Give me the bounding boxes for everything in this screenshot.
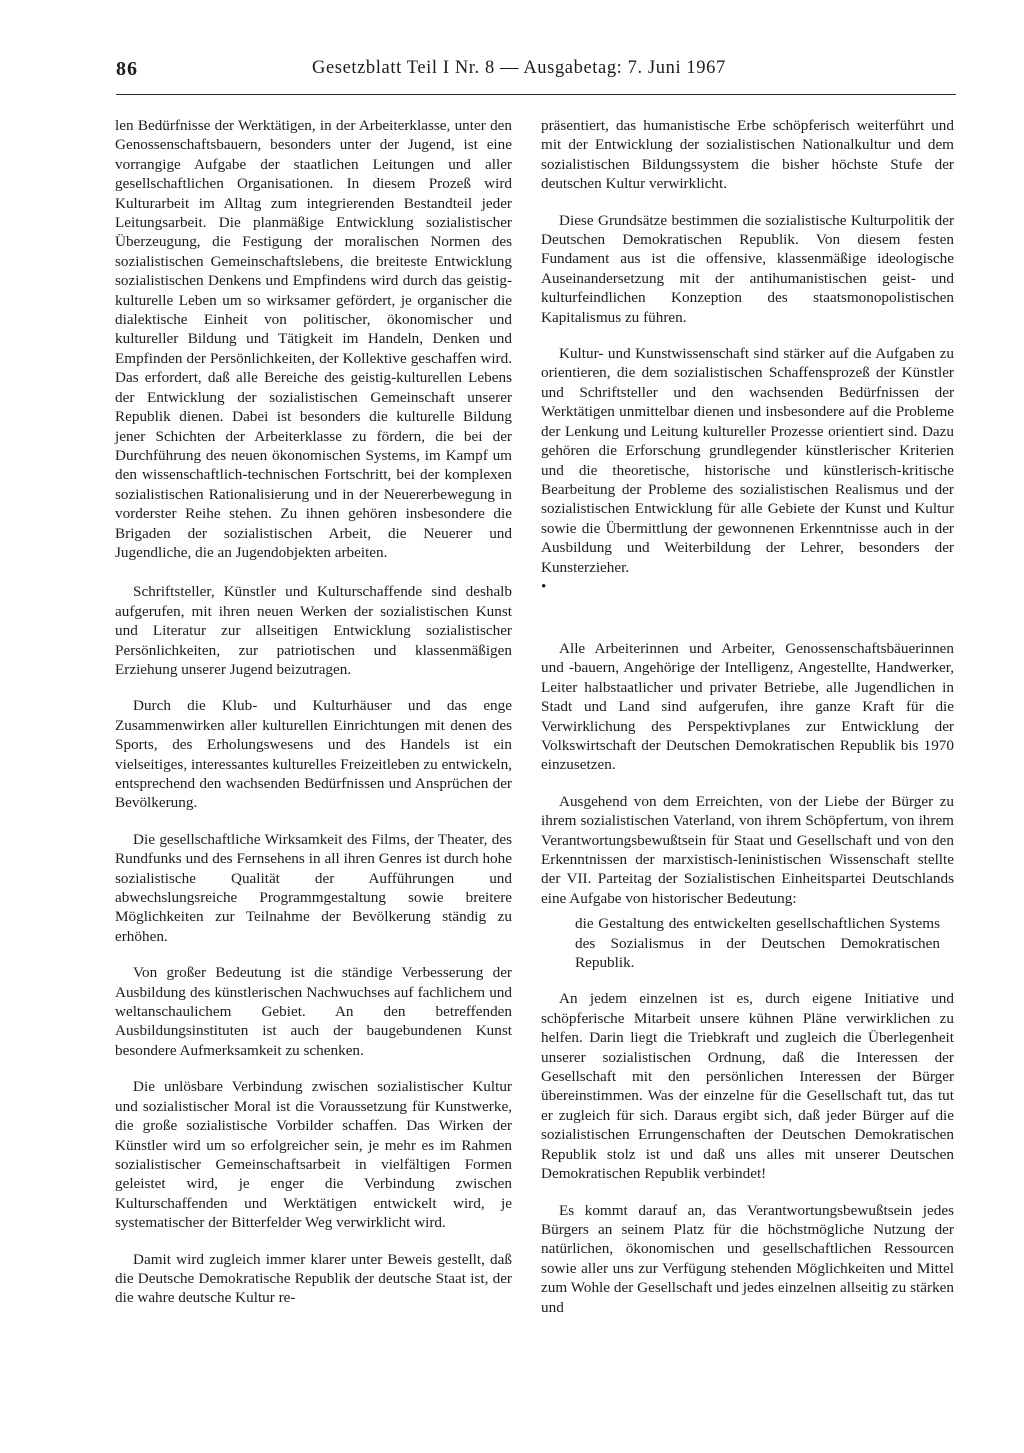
paragraph: Durch die Klub- und Kulturhäuser und das enge Zusammenwirken aller kulturellen Einrichtungen mit denen des Sports, des Erholungswesens und des Handels ist ein vielseitiges, interessantes kulturelles Freizeitleben zu entwickeln, entsprechend den wachsenden Bedürfnissen und Ansprüchen der Bevölkerung. [115, 697, 512, 812]
section-divider: • [541, 577, 547, 595]
publication-title: Gesetzblatt Teil I Nr. 8 — Ausgabetag: 7. Juni 1967 [312, 58, 726, 78]
paragraph: Die unlösbare Verbindung zwischen sozialistischer Kultur und sozialistischer Moral ist die Voraussetzung für Kunstwerke, die große sozialistische Vorbilder schaffen. Das Wirken der Künstler wird um so erfolgreicher sein, je mehr es im Rahmen sozialistischer Gemeinschaftsarbeit in vielfältigen Formen geleistet wird, je enger die Verbindung zwischen Kulturschaffenden und Werktätigen entwickelt wird, je systematischer der Bitterfelder Weg verwirklicht wird. [115, 1078, 512, 1232]
paragraph: Alle Arbeiterinnen und Arbeiter, Genossenschaftsbäuerinnen und -bauern, Angehörige der Intelligenz, Angestellte, Handwerker, Leiter halbstaatlicher und privater Betriebe, alle Jugendlichen in Stadt und Land sind aufgerufen, ihre ganze Kraft für die Verwirklichung des Perspektivplanes zur Entwicklung der Volkswirtschaft der Deutschen Demokratischen Republik bis 1970 einzusetzen. [541, 639, 954, 774]
paragraph: Schriftsteller, Künstler und Kulturschaffende sind deshalb aufgerufen, mit ihren neuen Werken der sozialistischen Kunst und Literatur zur allseitigen Entwicklung sozialistischer Persönlichkeiten, zur patriotischen und klassenmäßigen Erziehung unserer Jugend beizutragen. [115, 583, 512, 678]
paragraph: Damit wird zugleich immer klarer unter Beweis gestellt, daß die Deutsche Demokratische Republik der deutsche Staat ist, der die wahre deutsche Kultur re- [115, 1250, 512, 1307]
left-column [115, 116, 512, 1308]
page-header [116, 58, 956, 88]
right-column [541, 116, 954, 1317]
paragraph: präsentiert, das humanistische Erbe schöpferisch weiterführt und mit der Entwicklung der sozialistischen Nationalkultur und dem sozialistischen Bildungssystem die bisher höchste Stufe der deutschen Kultur verwirklicht. [541, 117, 954, 193]
paragraph: Ausgehend von dem Erreichten, von der Liebe der Bürger zu ihrem sozialistischen Vaterland, von ihrem Schöpfertum, von ihrem Verantwortungsbewußtsein für Staat und Gesellschaft und von den Erkenntnissen der marxistisch-leninistischen Wissenschaft stellte der VII. Parteitag der Sozialistischen Einheitspartei Deutschlands eine Aufgabe von historischer Bedeutung: [541, 792, 954, 907]
paragraph: Es kommt darauf an, das Verantwortungsbewußtsein jedes Bürgers an seinem Platz für die höchstmögliche Nutzung der natürlichen, ökonomischen und gesellschaftlichen Ressourcen sowie aller uns zur Verfügung stehenden Möglichkeiten und Mittel zum Wohle der Gesellschaft und jedes einzelnen allseitig zu stärken und [541, 1201, 954, 1316]
paragraph: Kultur- und Kunstwissenschaft sind stärker auf die Aufgaben zu orientieren, die dem sozialistischen Schaffensprozeß der Künstler und Schriftsteller und den wachsenden Bedürfnissen der Werktätigen unmittelbar dienen und insbesondere auf die Probleme der Lenkung und Leitung kultureller Prozesse orientiert sind. Dazu gehören die Erforschung grundlegender künstlerischer Kriterien und die theoretische, historische und künstlerisch-kritische Bearbeitung der Probleme des sozialistischen Realismus und der sozialistischen Entwicklung für alle Gebiete der Kunst und Kultur sowie die Übermittlung der gewonnenen Erkenntnisse auch in der Ausbildung und Weiterbildung der Lehrer, besonders der Kunsterzieher. [541, 345, 954, 576]
paragraph: Von großer Bedeutung ist die ständige Verbesserung der Ausbildung des künstlerischen Nachwuchses auf fachlichem und weltanschaulichem Gebiet. An den betreffenden Ausbildungsinstituten ist auch der baugebundenen Kunst besondere Aufmerksamkeit zu schenken. [115, 964, 512, 1059]
paragraph: Die gesellschaftliche Wirksamkeit des Films, der Theater, des Rundfunks und des Fernsehens in all ihren Genres ist durch hohe sozialistische Qualität der Aufführungen und abwechslungsreiche Programmgestaltung sowie breitere Möglichkeiten zur Teilnahme der Bevölkerung ständig zu erhöhen. [115, 830, 512, 945]
page-number: 86 [116, 58, 138, 80]
paragraph: len Bedürfnisse der Werktätigen, in der Arbeiterklasse, unter den Genossenschaftsbauern, besonders unter der Jugend, ist eine vorrangige Aufgabe der staatlichen Leitungen und aller gesellschaftlichen Organisationen. In diesem Prozeß wird Kulturarbeit im Alltag zum integrierenden Bestandteil jeder Leitungsarbeit. Die planmäßige Entwicklung sozialistischer Überzeugung, die Festigung der moralischen Normen des sozialistischen Gemeinschaftslebens, die breiteste Entwicklung sozialistischen Denkens und Empfindens wird durch das geistig-kulturelle Leben um so wirksamer gefördert, je organischer die dialektische Einheit von politischer, ökonomischer und kultureller Bildung und Tätigkeit im Handeln, Denken und Empfinden der Persönlichkeiten, der Kollektive geschaffen wird. Das erfordert, daß alle Bereiche des geistig-kulturellen Lebens der Entwicklung der sozialistischen Gemeinschaft unserer Republik dienen. Dabei ist besonders die kulturelle Bildung jener Schichten der Arbeiterklasse zu fördern, die bei der Durchführung des neuen ökonomischen Systems, im Kampf um den wissenschaftlich-technischen Fortschritt, bei der komplexen sozialistischen Rationalisierung und in der Neuererbewegung in vorderster Reihe stehen. Zu ihnen gehören insbesondere die Brigaden der sozialistischen Arbeit, die Neuerer und Jugendliche, die an Jugendobjekten arbeiten. [115, 117, 512, 561]
paragraph: An jedem einzelnen ist es, durch eigene Initiative und schöpferische Mitarbeit unsere kühnen Pläne verwirklichen zu helfen. Darin liegt die Triebkraft und zugleich die Überlegenheit unserer sozialistischen Ordnung, daß die Interessen der Gesellschaft mit den persönlichen Interessen der Bürger übereinstimmen. Was der einzelne für die Gesellschaft tut, das tut er zugleich für sich. Daraus ergibt sich, daß jeder Bürger auf die sozialistischen Errungenschaften der Deutschen Demokratischen Republik stolz ist und daß uns alles mit unserer Deutschen Demokratischen Republik verbindet! [541, 990, 954, 1183]
header-rule [116, 94, 956, 95]
quoted-task: die Gestaltung des entwickelten gesellschaftlichen Systems des Sozialismus in der Deutschen Demokratischen Republik. [575, 915, 940, 972]
paragraph: Diese Grundsätze bestimmen die sozialistische Kulturpolitik der Deutschen Demokratischen Republik. Von diesem festen Fundament aus ist die offensive, klassenmäßige ideologische Auseinandersetzung mit der antihumanistischen geist- und kulturfeindlichen Konzeption des staatsmonopolistischen Kapitalismus zu führen. [541, 211, 954, 326]
